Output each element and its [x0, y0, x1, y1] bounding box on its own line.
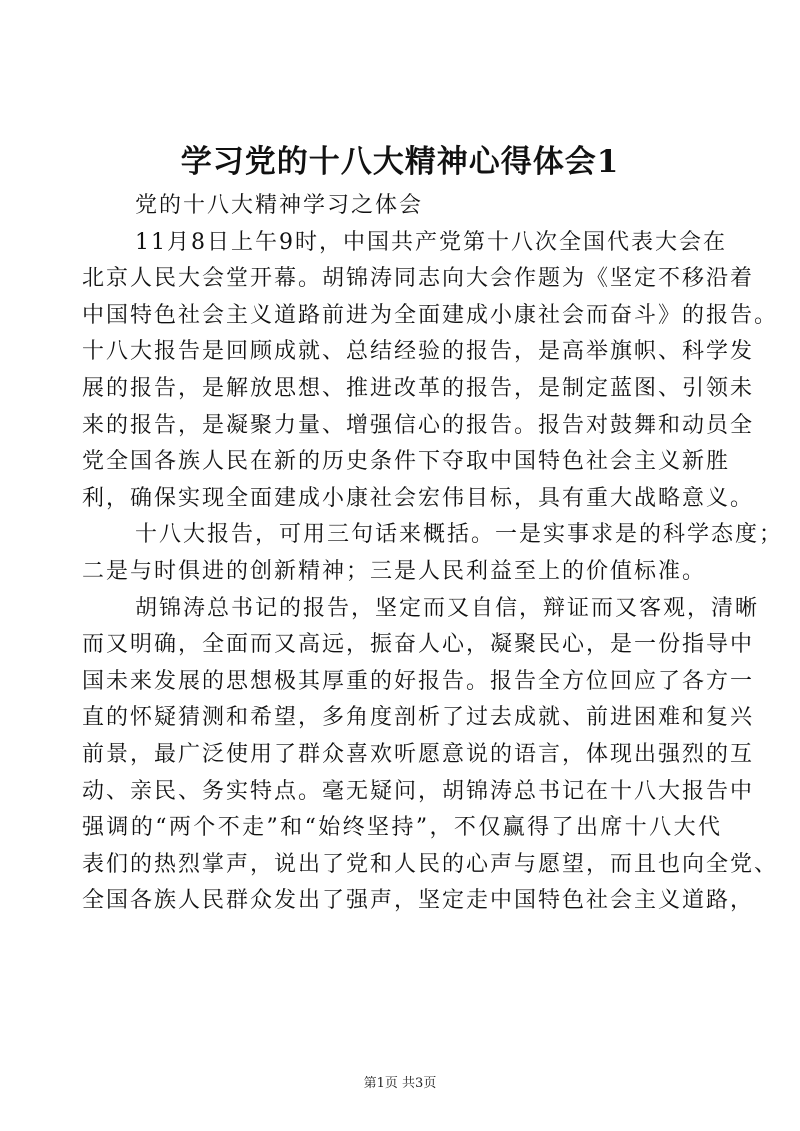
- text-line: 全国各族人民群众发出了强声，坚定走中国特色社会主义道路，: [82, 888, 755, 914]
- text-line: 11月8日上午9时，中国共产党第十八次全国代表大会在: [135, 229, 727, 255]
- text-line: 二是与时俱进的创新精神；三是人民利益至上的价值标准。: [82, 558, 707, 584]
- text-line: 表们的热烈掌声，说出了党和人民的心声与愿望，而且也向全党、: [82, 851, 779, 877]
- text-line: 中国特色社会主义道路前进为全面建成小康社会而奋斗》的报告。: [82, 302, 779, 328]
- text-line: 国未来发展的思想极其厚重的好报告。报告全方位回应了各方一: [82, 668, 755, 694]
- text-line: 强调的“两个不走”和“始终坚持”，不仅赢得了出席十八大代: [82, 815, 722, 841]
- paragraph: [82, 591, 779, 920]
- paragraph: [82, 225, 779, 518]
- text-line: 党全国各族人民在新的历史条件下夺取中国特色社会主义新胜: [82, 449, 731, 475]
- page-footer: 第1页 共3页: [363, 1076, 437, 1091]
- text-line: 直的怀疑猜测和希望，多角度剖析了过去成就、前进困难和复兴: [82, 705, 755, 731]
- text-line: 十八大报告，可用三句话来概括。一是实事求是的科学态度；: [135, 522, 784, 548]
- text-line: 展的报告，是解放思想、推进改革的报告，是制定蓝图、引领未: [82, 375, 755, 401]
- paragraph: [82, 517, 784, 590]
- text-line: 北京人民大会堂开幕。胡锦涛同志向大会作题为《坚定不移沿着: [82, 266, 755, 292]
- text-line: 利，确保实现全面建成小康社会宏伟目标，具有重大战略意义。: [82, 485, 755, 511]
- text-line: 动、亲民、务实特点。毫无疑问，胡锦涛总书记在十八大报告中: [82, 778, 755, 804]
- text-line: 来的报告，是凝聚力量、增强信心的报告。报告对鼓舞和动员全: [82, 412, 755, 438]
- document-title: 学习党的十八大精神心得体会1: [180, 144, 620, 180]
- text-line: 十八大报告是回顾成就、总结经验的报告，是高举旗帜、科学发: [82, 339, 755, 365]
- text-line: 党的十八大精神学习之体会: [135, 193, 424, 218]
- text-line: 前景，最广泛使用了群众喜欢听愿意说的语言，体现出强烈的互: [82, 741, 755, 767]
- text-line: 胡锦涛总书记的报告，坚定而又自信，辩证而又客观，清晰: [135, 595, 760, 621]
- text-line: 而又明确，全面而又高远，振奋人心，凝聚民心，是一份指导中: [82, 632, 755, 658]
- document-body: [82, 188, 784, 920]
- subtitle-paragraph: [82, 188, 722, 225]
